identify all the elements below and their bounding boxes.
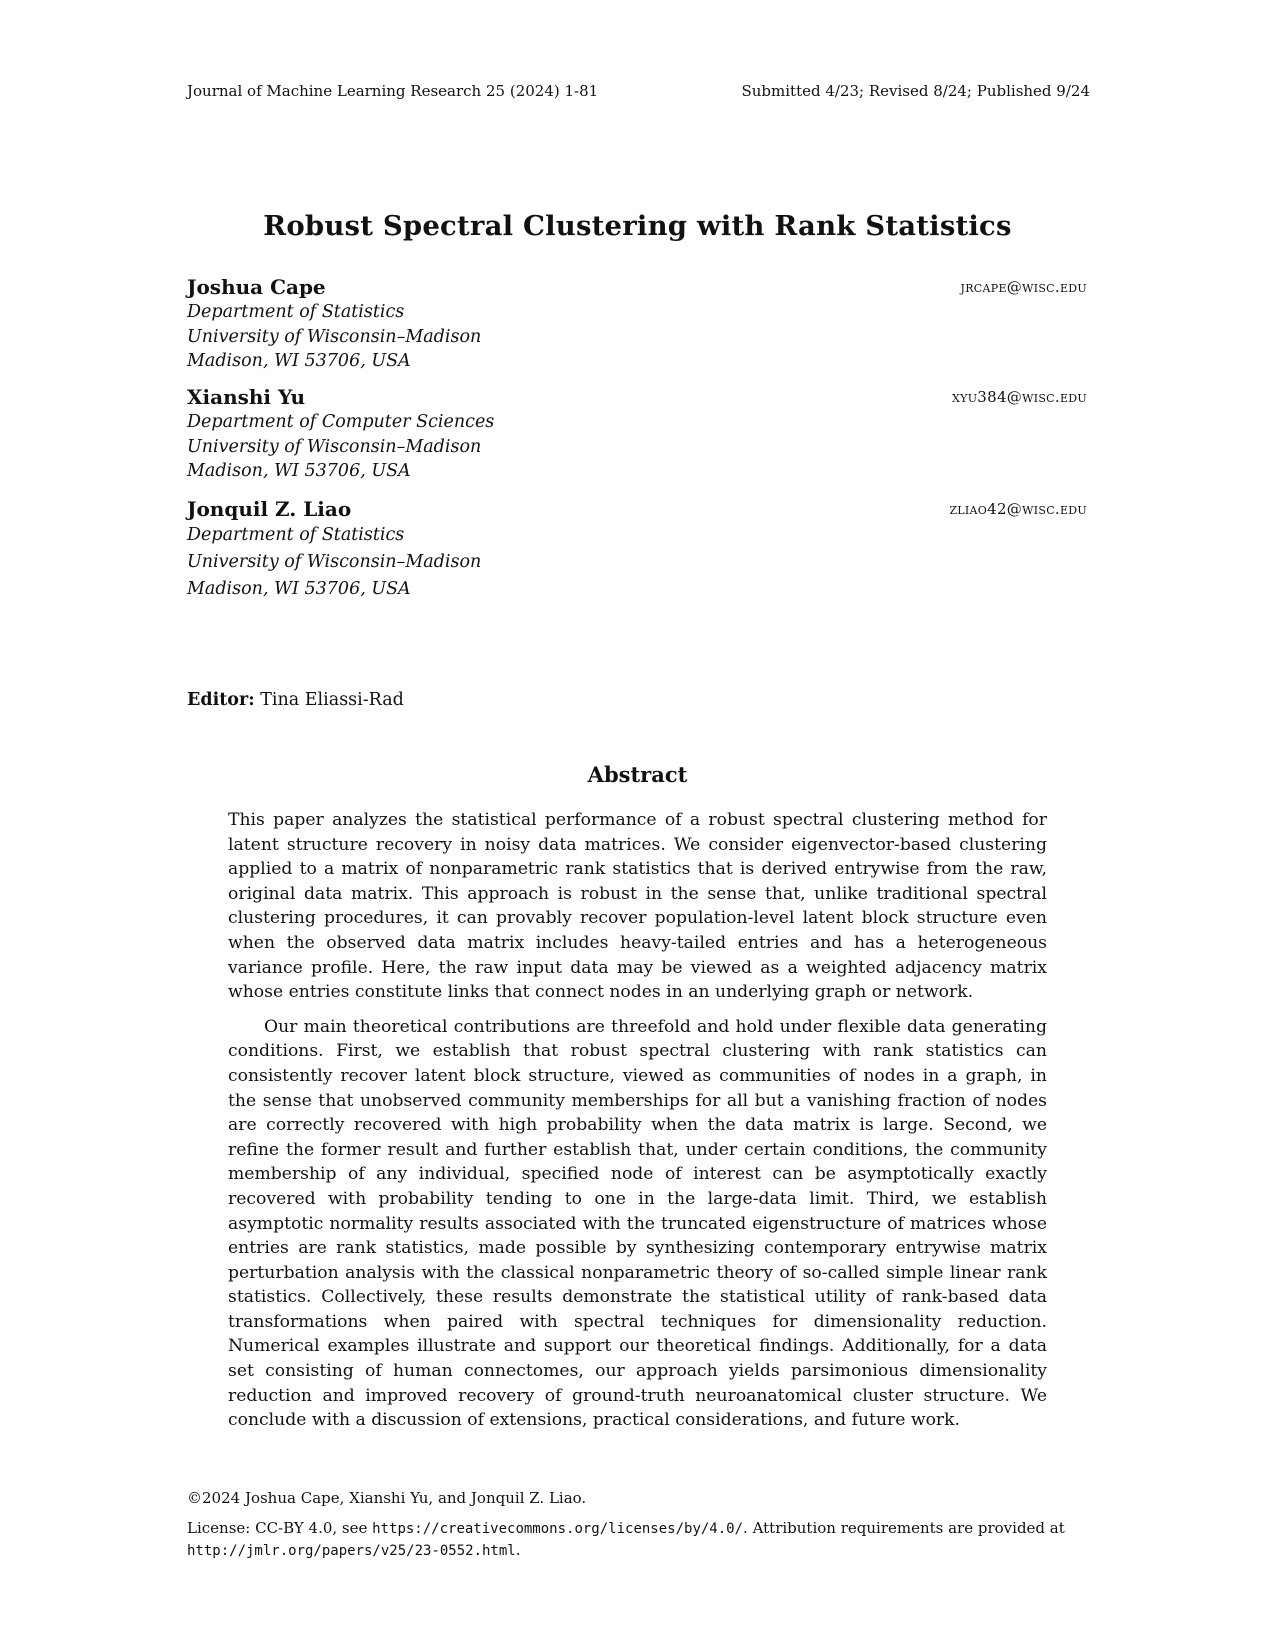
author-email[interactable]: zliao42@wisc.edu [949, 500, 1087, 518]
copyright-notice: ©2024 Joshua Cape, Xianshi Yu, and Jonquil Z. Liao. [187, 1489, 587, 1507]
editor-name: Tina Eliassi-Rad [260, 690, 404, 710]
license-prefix: License: CC-BY 4.0, see [187, 1519, 373, 1537]
author-name: Jonquil Z. Liao [187, 497, 352, 521]
editor-line [187, 690, 404, 710]
author-affiliation-line: University of Wisconsin–Madison [187, 552, 482, 572]
journal-header: Journal of Machine Learning Research 25 (2024) 1-81 [187, 82, 599, 100]
author-affiliation-line: Department of Computer Sciences [187, 412, 495, 432]
author-affiliation-line: Madison, WI 53706, USA [187, 579, 411, 599]
author-block-2 [187, 384, 1087, 484]
author-affiliation-line: Madison, WI 53706, USA [187, 461, 411, 481]
abstract-paragraph: Our main theoretical contributions are threefold and hold under flexible data generating conditions. First, we establish that robust spectral clustering with rank statistics can consistently recover latent block structure, viewed as communities of nodes in a graph, in the sense that unobserved community memberships for all but a vanishing fraction of nodes are correctly recovered with high probability when the data matrix is large. Second, we refine the former result and further establish that, under certain conditions, the community membership of any individual, specified node of interest can be asymptotically exactly recovered with probability tending to one in the large-data limit. Third, we establish asymptotic normality results associated with the truncated eigenstructure of matrices whose entries are rank statistics, made possible by synthesizing contemporary entrywise matrix perturbation analysis with the classical nonparametric theory of so-called simple linear rank statistics. Collectively, these results demonstrate the statistical utility of rank-based data transformations when paired with spectral techniques for dimensionality reduction. Numerical examples illustrate and support our theoretical findings. Additionally, for a data set consisting of human connectomes, our approach yields parsimonious dimensionality reduction and improved recovery of ground-truth neuroanatomical cluster structure. We conclude with a discussion of extensions, practical considerations, and future work. [228, 1016, 1047, 1431]
license-end: . [515, 1541, 521, 1559]
author-name: Joshua Cape [187, 275, 326, 299]
abstract-body [228, 808, 1047, 1443]
author-name: Xianshi Yu [187, 385, 306, 409]
editor-label: Editor: [187, 690, 255, 710]
author-block-3 [187, 496, 1087, 603]
abstract-heading: Abstract [587, 762, 688, 787]
license-notice [187, 1518, 1087, 1562]
license-link[interactable]: https://creativecommons.org/licenses/by/4.0/ [372, 1521, 744, 1537]
author-affiliation-line: Department of Statistics [187, 525, 405, 545]
author-email[interactable]: jrcape@wisc.edu [960, 278, 1087, 296]
license-middle: . Attribution requirements are provided at [743, 1519, 1065, 1537]
author-email[interactable]: xyu384@wisc.edu [952, 388, 1087, 406]
submission-dates: Submitted 4/23; Revised 8/24; Published 9/24 [741, 82, 1090, 100]
author-affiliation-line: Department of Statistics [187, 302, 405, 322]
paper-title: Robust Spectral Clustering with Rank Statistics [263, 210, 1012, 242]
author-affiliation-line: University of Wisconsin–Madison [187, 436, 482, 457]
paper-link[interactable]: http://jmlr.org/papers/v25/23-0552.html [187, 1543, 516, 1559]
author-affiliation-line: Madison, WI 53706, USA [187, 351, 411, 371]
author-affiliation-line: University of Wisconsin–Madison [187, 326, 482, 347]
author-block-1 [187, 274, 1087, 374]
abstract-paragraph: This paper analyzes the statistical performance of a robust spectral clustering method for latent structure recovery in noisy data matrices. We consider eigenvector-based clustering applied to a matrix of nonparametric rank statistics that is derived entrywise from the raw, original data matrix. This approach is robust in the sense that, unlike traditional spectral clustering procedures, it can provably recover population-level latent block structure even when the observed data matrix includes heavy-tailed entries and has a heterogeneous variance profile. Here, the raw input data may be viewed as a weighted adjacency matrix whose entries constitute links that connect nodes in an underlying graph or network. [228, 810, 1047, 1003]
